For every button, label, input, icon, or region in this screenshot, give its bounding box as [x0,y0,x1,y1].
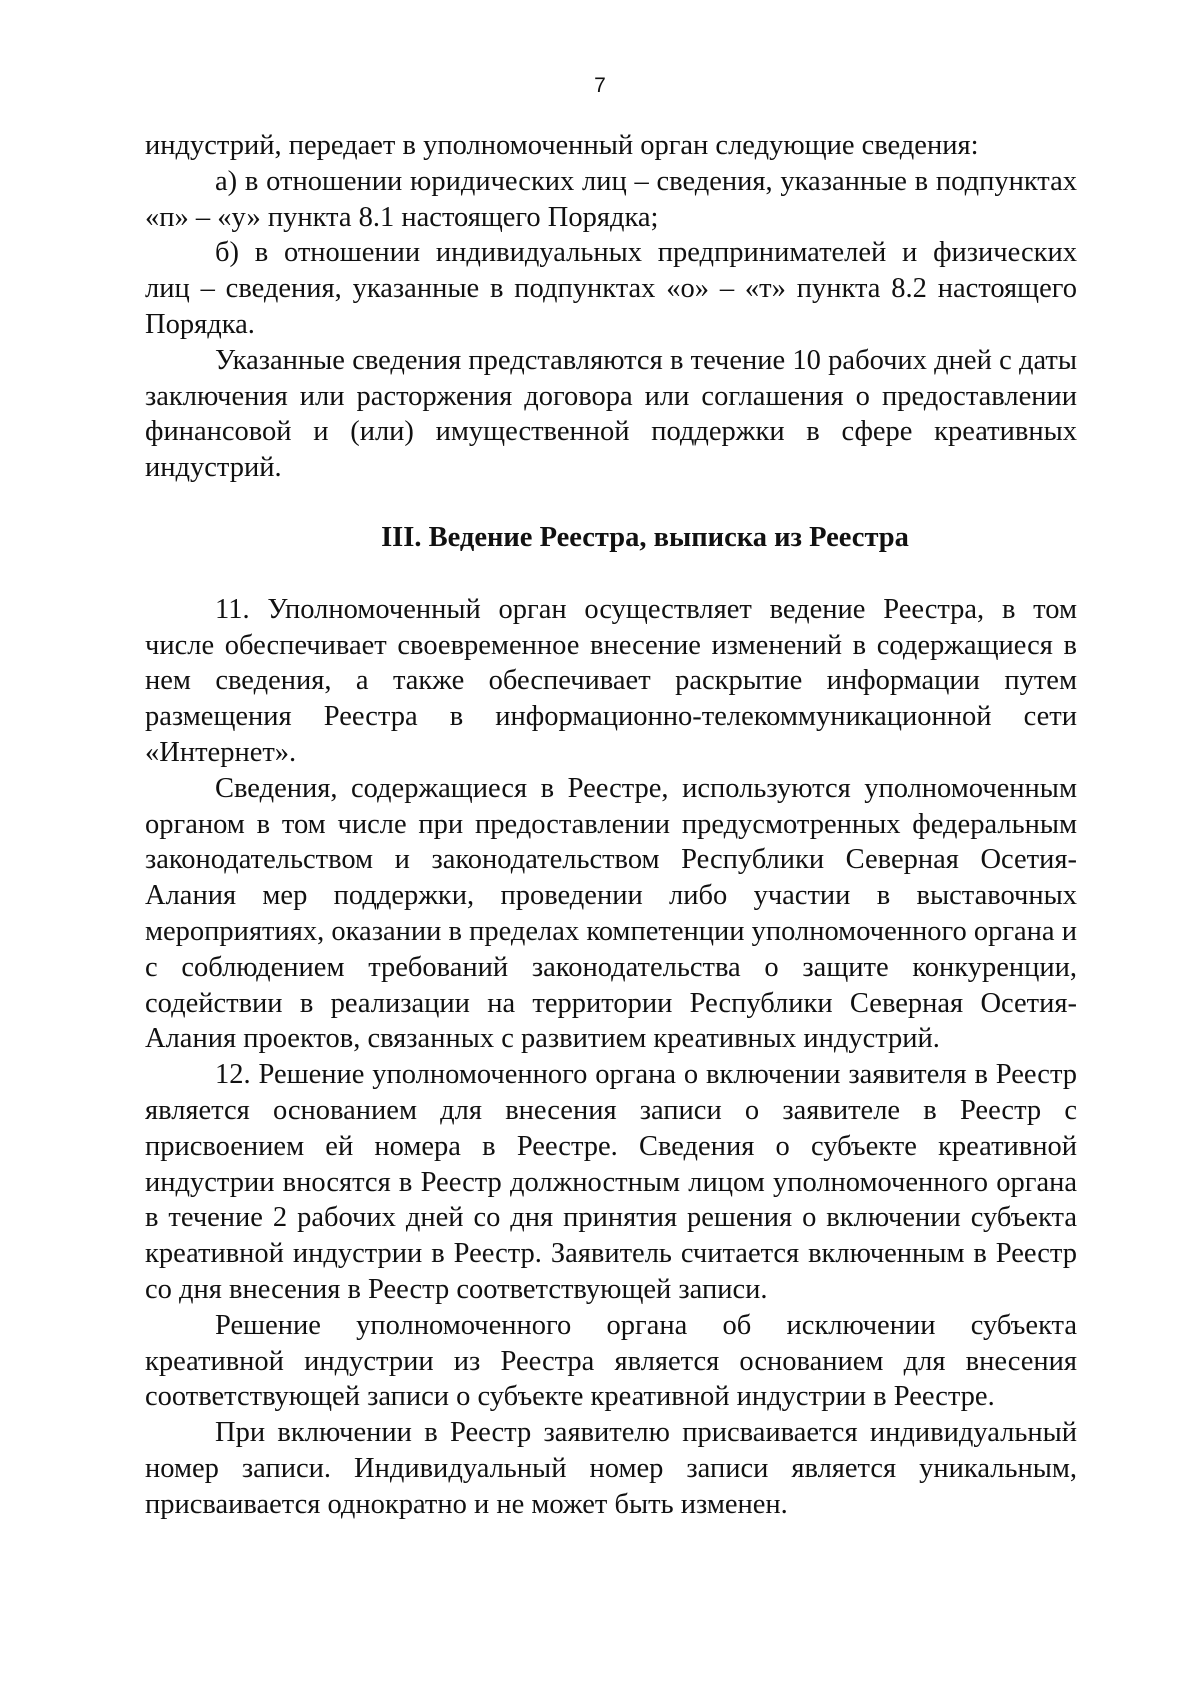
spacer [145,486,1077,520]
document-body [145,128,1077,1522]
paragraph-deadline: Указанные сведения представляются в течение 10 рабочих дней с даты заключения или расторжения договора или соглашения о предоставлении финансовой и (или) имущественной поддержки в сфере креативных индустрий. [145,344,1077,484]
paragraph-registry-usage: Сведения, содержащиеся в Реестре, используются уполномоченным органом в том числе при предоставлении предусмотренных федеральным законодательством и законодательством Республики Северная Осетия-Алания мер поддержки, проведении либо участии в выставочных мероприятиях, оказании в пределах компетенции уполномоченного органа и с соблюдением требований законодательства о защите конкуренции, содействии в реализации на территории Республики Северная Осетия-Алания проектов, связанных с развитием креативных индустрий. [145,772,1077,1055]
paragraph-item-a: а) в отношении юридических лиц – сведения, указанные в подпунктах «п» – «у» пункта 8.1 настоящего Порядка; [145,165,1077,233]
paragraph-clause-11: 11. Уполномоченный орган осуществляет ведение Реестра, в том числе обеспечивает своевременное внесение изменений в содержащиеся в нем сведения, а также обеспечивает раскрытие информации путем размещения Реестра в информационно-телекоммуникационной сети «Интернет». [145,593,1077,768]
paragraph-exclusion: Решение уполномоченного органа об исключении субъекта креативной индустрии из Реестра является основанием для внесения соответствующей записи о субъекте креативной индустрии в Реестре. [145,1309,1077,1413]
paragraph-item-b: б) в отношении индивидуальных предпринимателей и физических лиц – сведения, указанные в подпунктах «о» – «т» пункта 8.2 настоящего Порядка. [145,237,1077,340]
paragraph-clause-12: 12. Решение уполномоченного органа о включении заявителя в Реестр является основанием для внесения записи о заявителе в Реестр с присвоением ей номера в Реестре. Сведения о субъекте креативной индустрии вносятся в Реестр должностным лицом уполномоченного органа в течение 2 рабочих дней со дня принятия решения о включении субъекта креативной индустрии в Реестр. Заявитель считается включенным в Реестр со дня внесения в Реестр соответствующей записи. [145,1059,1077,1305]
paragraph-record-number: При включении в Реестр заявителю присваивается индивидуальный номер записи. Индивидуальный номер записи является уникальным, присваивается однократно и не может быть изменен. [145,1417,1077,1520]
page-number: 7 [594,74,606,97]
spacer [145,556,1077,592]
paragraph-continuation: индустрий, передает в уполномоченный орган следующие сведения: [145,130,979,161]
section-heading: III. Ведение Реестра, выписка из Реестра [381,521,909,553]
